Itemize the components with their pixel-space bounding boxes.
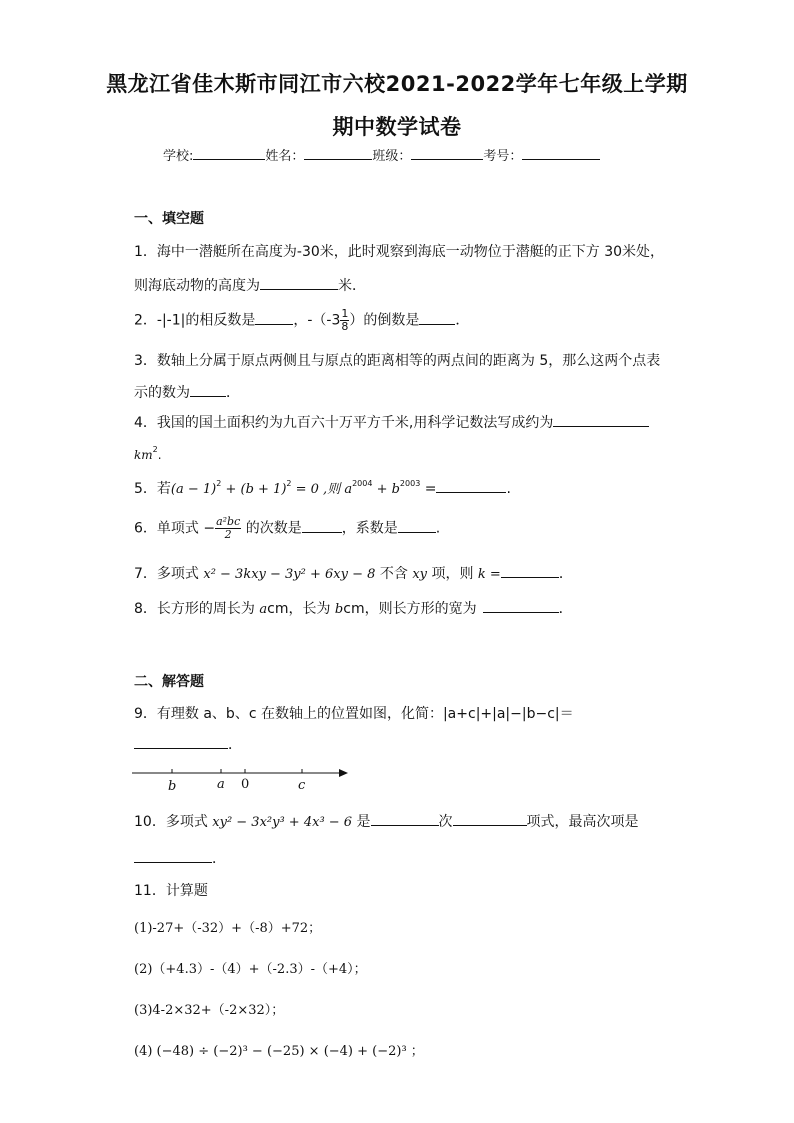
q10-text-d: 项式，最高次项是 (526, 814, 639, 830)
q1-end: 米． (338, 278, 366, 294)
q1-text: 则海底动物的高度为 (134, 278, 260, 294)
q8-answer-blank[interactable] (483, 599, 559, 613)
number-label: 考号： (483, 149, 523, 164)
question-11-title: 11．计算题 (134, 883, 208, 899)
q8-text-c: cm，则长方形的宽为 (343, 601, 477, 617)
question-6 (134, 516, 440, 541)
q10-end: ． (212, 851, 226, 867)
q10-expr: xy² − 3x²y³ + 4x³ − 6 (212, 815, 353, 830)
question-9-line2 (134, 734, 242, 754)
question-5 (134, 478, 511, 498)
section-heading-solve: 二、解答题 (134, 674, 204, 690)
q2-blank-1[interactable] (255, 311, 293, 325)
q8-text-b: cm，长为 (267, 601, 335, 617)
q2-frac-den: 8 (341, 320, 349, 333)
q4-unit-sup: 2 (152, 445, 158, 454)
q5-sup-2: 2 (286, 479, 292, 488)
q3-end: ． (226, 385, 240, 401)
q9-end: ． (228, 737, 242, 753)
q7-k: k = (477, 567, 501, 582)
q6-fraction (215, 516, 241, 541)
class-blank[interactable] (411, 147, 483, 160)
school-label: 学校: (163, 149, 194, 164)
class-label: 班级： (372, 149, 412, 164)
q6-text-a: 的次数是 (241, 520, 302, 537)
q6-prefix: 6．单项式 − (134, 520, 216, 537)
q5-answer-blank[interactable] (436, 479, 506, 493)
section-heading-fill-blank: 一、填空题 (134, 211, 204, 227)
question-11-part3: (3)4-2×32+（-2×32）； (134, 1003, 285, 1018)
exam-title-line1: 黑龙江省佳木斯市同江市六校2021-2022学年七年级上学期 (106, 72, 688, 96)
question-2 (134, 308, 469, 333)
question-3-line1: 3．数轴上分属于原点两侧且与原点的距离相等的两点间的距离为 5，那么这两个点表 (134, 353, 661, 369)
number-blank[interactable] (522, 147, 600, 160)
number-line-arrow-icon (339, 769, 348, 777)
q5-end: . (506, 481, 511, 497)
q2-text-c: ）的倒数是 (349, 312, 420, 329)
q9-number-line (130, 762, 354, 796)
q2-text-b: ，-（-3 (293, 312, 341, 329)
q2-text-a: 2．-|-1|的相反数是 (134, 312, 256, 329)
q3-text: 示的数为 (134, 385, 190, 401)
question-4-line2 (134, 445, 162, 462)
q7-end: ． (558, 566, 573, 582)
q6-text-c: . (435, 520, 441, 537)
q8-end: ． (558, 601, 573, 617)
q8-var-b: b (334, 602, 344, 617)
question-7 (134, 563, 573, 583)
q5-sup-4: 2003 (399, 479, 421, 488)
q8-text-a: 8．长方形的周长为 (134, 601, 260, 617)
q7-answer-blank[interactable] (501, 564, 559, 578)
label-a: a (217, 777, 225, 792)
q5-expr-1: (a − 1) (170, 482, 217, 497)
q5-sup-1: 2 (216, 479, 222, 488)
q7-text-a: 不含 (375, 566, 413, 582)
q10-text-c: 次 (438, 814, 453, 830)
school-blank[interactable] (193, 147, 265, 160)
q6-text-b: ，系数是 (341, 520, 398, 537)
q10-text-b: 是 (352, 814, 371, 830)
q6-frac-den: 2 (224, 528, 232, 541)
q5-expr-3: = 0 ,则 a (291, 482, 353, 497)
q9-answer-blank[interactable] (134, 735, 228, 749)
question-11-part4: (4) (−48) ÷ (−2)³ − (−25) × (−4) + (−2)³ ； (134, 1044, 424, 1059)
name-blank[interactable] (304, 147, 372, 160)
q5-expr-4: + b (372, 482, 400, 497)
q10-blank-2[interactable] (453, 812, 527, 826)
q8-var-a: a (259, 602, 268, 617)
q6-frac-num: a²bc (216, 515, 241, 528)
q5-prefix: 5．若 (134, 481, 171, 497)
question-3-line2 (134, 382, 240, 402)
question-11-part1: (1)-27+（-32）+（-8）+72； (134, 921, 322, 936)
q3-answer-blank[interactable] (190, 383, 226, 397)
question-9-line1: 9．有理数 a、b、c 在数轴上的位置如图，化简：|a+c|+|a|−|b−c|＝ (134, 706, 574, 722)
q5-sup-3: 2004 (352, 479, 373, 488)
q5-expr-2: + (b + 1) (221, 482, 287, 497)
question-8 (134, 598, 573, 618)
q10-blank-3[interactable] (134, 849, 212, 863)
q10-blank-1[interactable] (371, 812, 439, 826)
q5-expr-5: = (420, 481, 437, 497)
question-11-part2: (2)（+4.3）-（4）+（-2.3）-（+4）； (134, 962, 367, 977)
q4-answer-blank[interactable] (553, 413, 649, 427)
question-1-line1: 1．海中一潜艇所在高度为-30米，此时观察到海底一动物位于潜艇的正下方 30米处， (134, 244, 665, 260)
q2-blank-2[interactable] (419, 311, 455, 325)
q7-xy: xy (412, 567, 427, 582)
q6-blank-2[interactable] (398, 519, 436, 533)
q7-expr: x² − 3kxy − 3y² + 6xy − 8 (203, 567, 376, 582)
q4-text: 4．我国的国土面积约为九百六十万平方千米,用科学记数法写成约为 (134, 415, 554, 431)
q1-answer-blank[interactable] (260, 276, 338, 290)
question-4-line1 (134, 412, 649, 432)
q7-text-b: 项，则 (427, 566, 478, 582)
q7-prefix: 7．多项式 (134, 566, 204, 582)
name-label: 姓名： (265, 149, 305, 164)
q6-blank-1[interactable] (302, 519, 342, 533)
label-b: b (168, 779, 177, 794)
q10-text-a: 10．多项式 (134, 814, 213, 830)
question-10-line2 (134, 848, 226, 868)
label-c: c (298, 778, 306, 793)
question-1-line2 (134, 275, 366, 295)
q4-end: . (157, 448, 162, 462)
exam-title-line2: 期中数学试卷 (332, 115, 462, 139)
label-0: 0 (241, 777, 250, 792)
student-info-row (163, 145, 600, 164)
question-10-line1 (134, 811, 639, 831)
q4-unit: km (134, 448, 153, 462)
q2-frac-num: 1 (341, 307, 349, 320)
q2-text-d: ． (455, 312, 470, 329)
